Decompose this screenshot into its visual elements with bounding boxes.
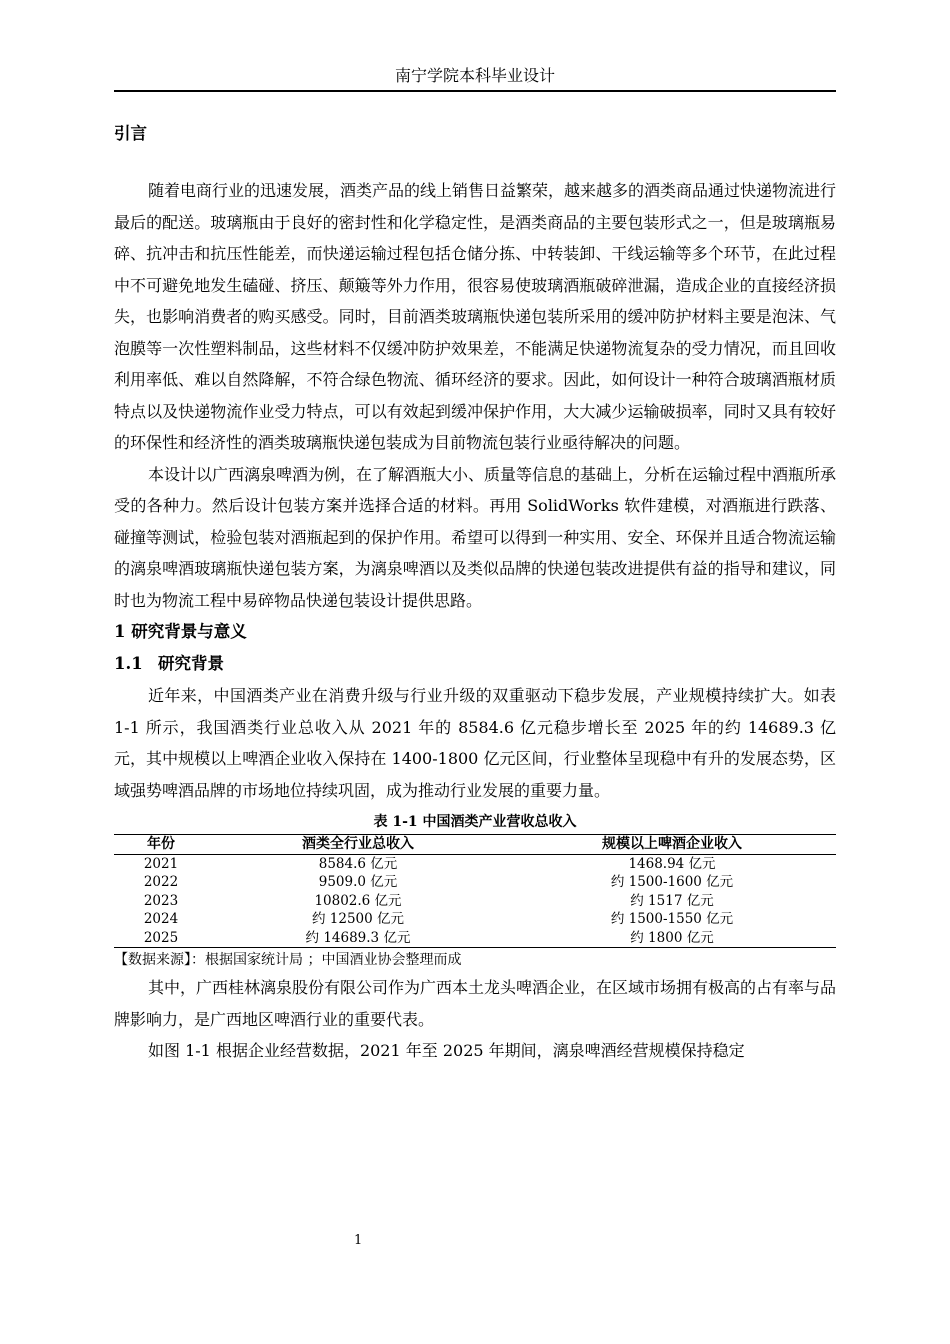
revenue-table	[114, 834, 836, 948]
table-cell: 约 12500 亿元	[311, 911, 405, 927]
document-body	[114, 112, 836, 1067]
table-row	[114, 873, 836, 892]
subsection-heading	[114, 648, 836, 680]
table-cell: 10802.6 亿元	[314, 892, 402, 909]
section-heading: 1 研究背景与意义	[114, 622, 247, 641]
table-cell: 2024	[143, 911, 179, 927]
table-caption: 表 1-1 中国酒类产业营收总收入	[373, 814, 577, 830]
page-header: 南宁学院本科毕业设计	[394, 66, 555, 85]
intro-paragraph-1: 随着电商行业的迅速发展，酒类产品的线上销售日益繁荣，越来越多的酒类商品通过快递物流进行最后的配送。玻璃瓶由于良好的密封性和化学稳定性，是酒类商品的主要包装形式之一，但是玻璃瓶易碎、抗冲击和抗压性能差，而快递运输过程包括仓储分拣、中转装卸、干线运输等多个环节，在此过程中不可避免地发生磕碰、挤压、颠簸等外力作用，很容易使玻璃酒瓶破碎泄漏，造成企业的直接经济损失，也影响消费者的购买感受。同时，目前酒类玻璃瓶快递包装所采用的缓冲防护材料主要是泡沫、气泡膜等一次性塑料制品，这些材料不仅缓冲防护效果差，不能满足快递物流复杂的受力情况，而且回收利用率低、难以自然降解，不符合绿色物流、循环经济的要求。因此，如何设计一种符合玻璃酒瓶材质特点以及快递物流作业受力特点，可以有效起到缓冲保护作用，大大减少运输破损率，同时又具有较好的环保性和经济性的酒类玻璃瓶快递包装成为目前物流包装行业亟待解决的问题。	[114, 181, 837, 452]
background-paragraph: 近年来，中国酒类产业在消费升级与行业升级的双重驱动下稳步发展，产业规模持续扩大。如表 1-1 所示，我国酒类行业总收入从 2021 年的 8584.6 亿元稳步增长至 2025 年的约 14689.3 亿元，其中规模以上啤酒企业收入保持在 1400-1800 亿元区间，行业整体呈现稳中有升的发展态势，区域强势啤酒品牌的市场地位持续巩固，成为推动行业发展的重要力量。	[114, 686, 836, 800]
table-cell: 2023	[143, 892, 179, 909]
table-header-row	[114, 835, 836, 855]
column-header-total-revenue: 酒类全行业总收入	[208, 835, 508, 855]
header-divider	[114, 90, 836, 92]
intro-heading: 引言	[114, 124, 147, 143]
table-cell: 约 1800 亿元	[508, 929, 836, 948]
table-cell: 2022	[143, 874, 179, 890]
table-cell: 约 1517 亿元	[630, 892, 714, 909]
spacer	[114, 160, 836, 175]
table-cell: 1468.94 亿元	[628, 855, 716, 872]
table-source-note: 【数据来源】：根据国家统计局 ；中国酒业协会整理而成	[114, 952, 462, 968]
figure-intro-paragraph: 如图 1-1 根据企业经营数据，2021 年至 2025 年期间，漓泉啤酒经营规模保持稳定	[148, 1041, 745, 1060]
table-row	[114, 892, 836, 911]
subsection-number: 1.1	[114, 654, 143, 673]
subsection-title: 研究背景	[158, 654, 224, 673]
table-row	[114, 854, 836, 873]
table-cell: 约 1500-1600 亿元	[610, 874, 734, 890]
company-paragraph: 其中，广西桂林漓泉股份有限公司作为广西本土龙头啤酒企业，在区域市场拥有极高的占有率与品牌影响力，是广西地区啤酒行业的重要代表。	[114, 978, 837, 1029]
table-row	[114, 929, 836, 948]
table-cell: 8584.6 亿元	[318, 855, 398, 872]
intro-paragraph-2: 本设计以广西漓泉啤酒为例，在了解酒瓶大小、质量等信息的基础上，分析在运输过程中酒瓶所承受的各种力。然后设计包装方案并选择合适的材料。再用 SolidWorks 软件建模，对酒瓶进行跌落、碰撞等测试，检验包装对酒瓶起到的保护作用。希望可以得到一种实用、安全、环保并且适合物流运输的漓泉啤酒玻璃瓶快递包装方案，为漓泉啤酒以及类似品牌的快递包装改进提供有益的指导和建议，同时也为物流工程中易碎物品快递包装设计提供思路。	[114, 464, 837, 610]
column-header-beer-revenue: 规模以上啤酒企业收入	[508, 835, 836, 855]
page-number: 1	[354, 1233, 363, 1248]
table-cell: 2021	[143, 855, 179, 872]
table-cell: 约 14689.3 亿元	[208, 929, 508, 948]
table-cell: 9509.0 亿元	[318, 874, 398, 890]
table-row	[114, 910, 836, 929]
column-header-year: 年份	[114, 835, 208, 855]
table-cell: 约 1500-1550 亿元	[610, 911, 734, 927]
table-cell: 2025	[114, 929, 208, 948]
